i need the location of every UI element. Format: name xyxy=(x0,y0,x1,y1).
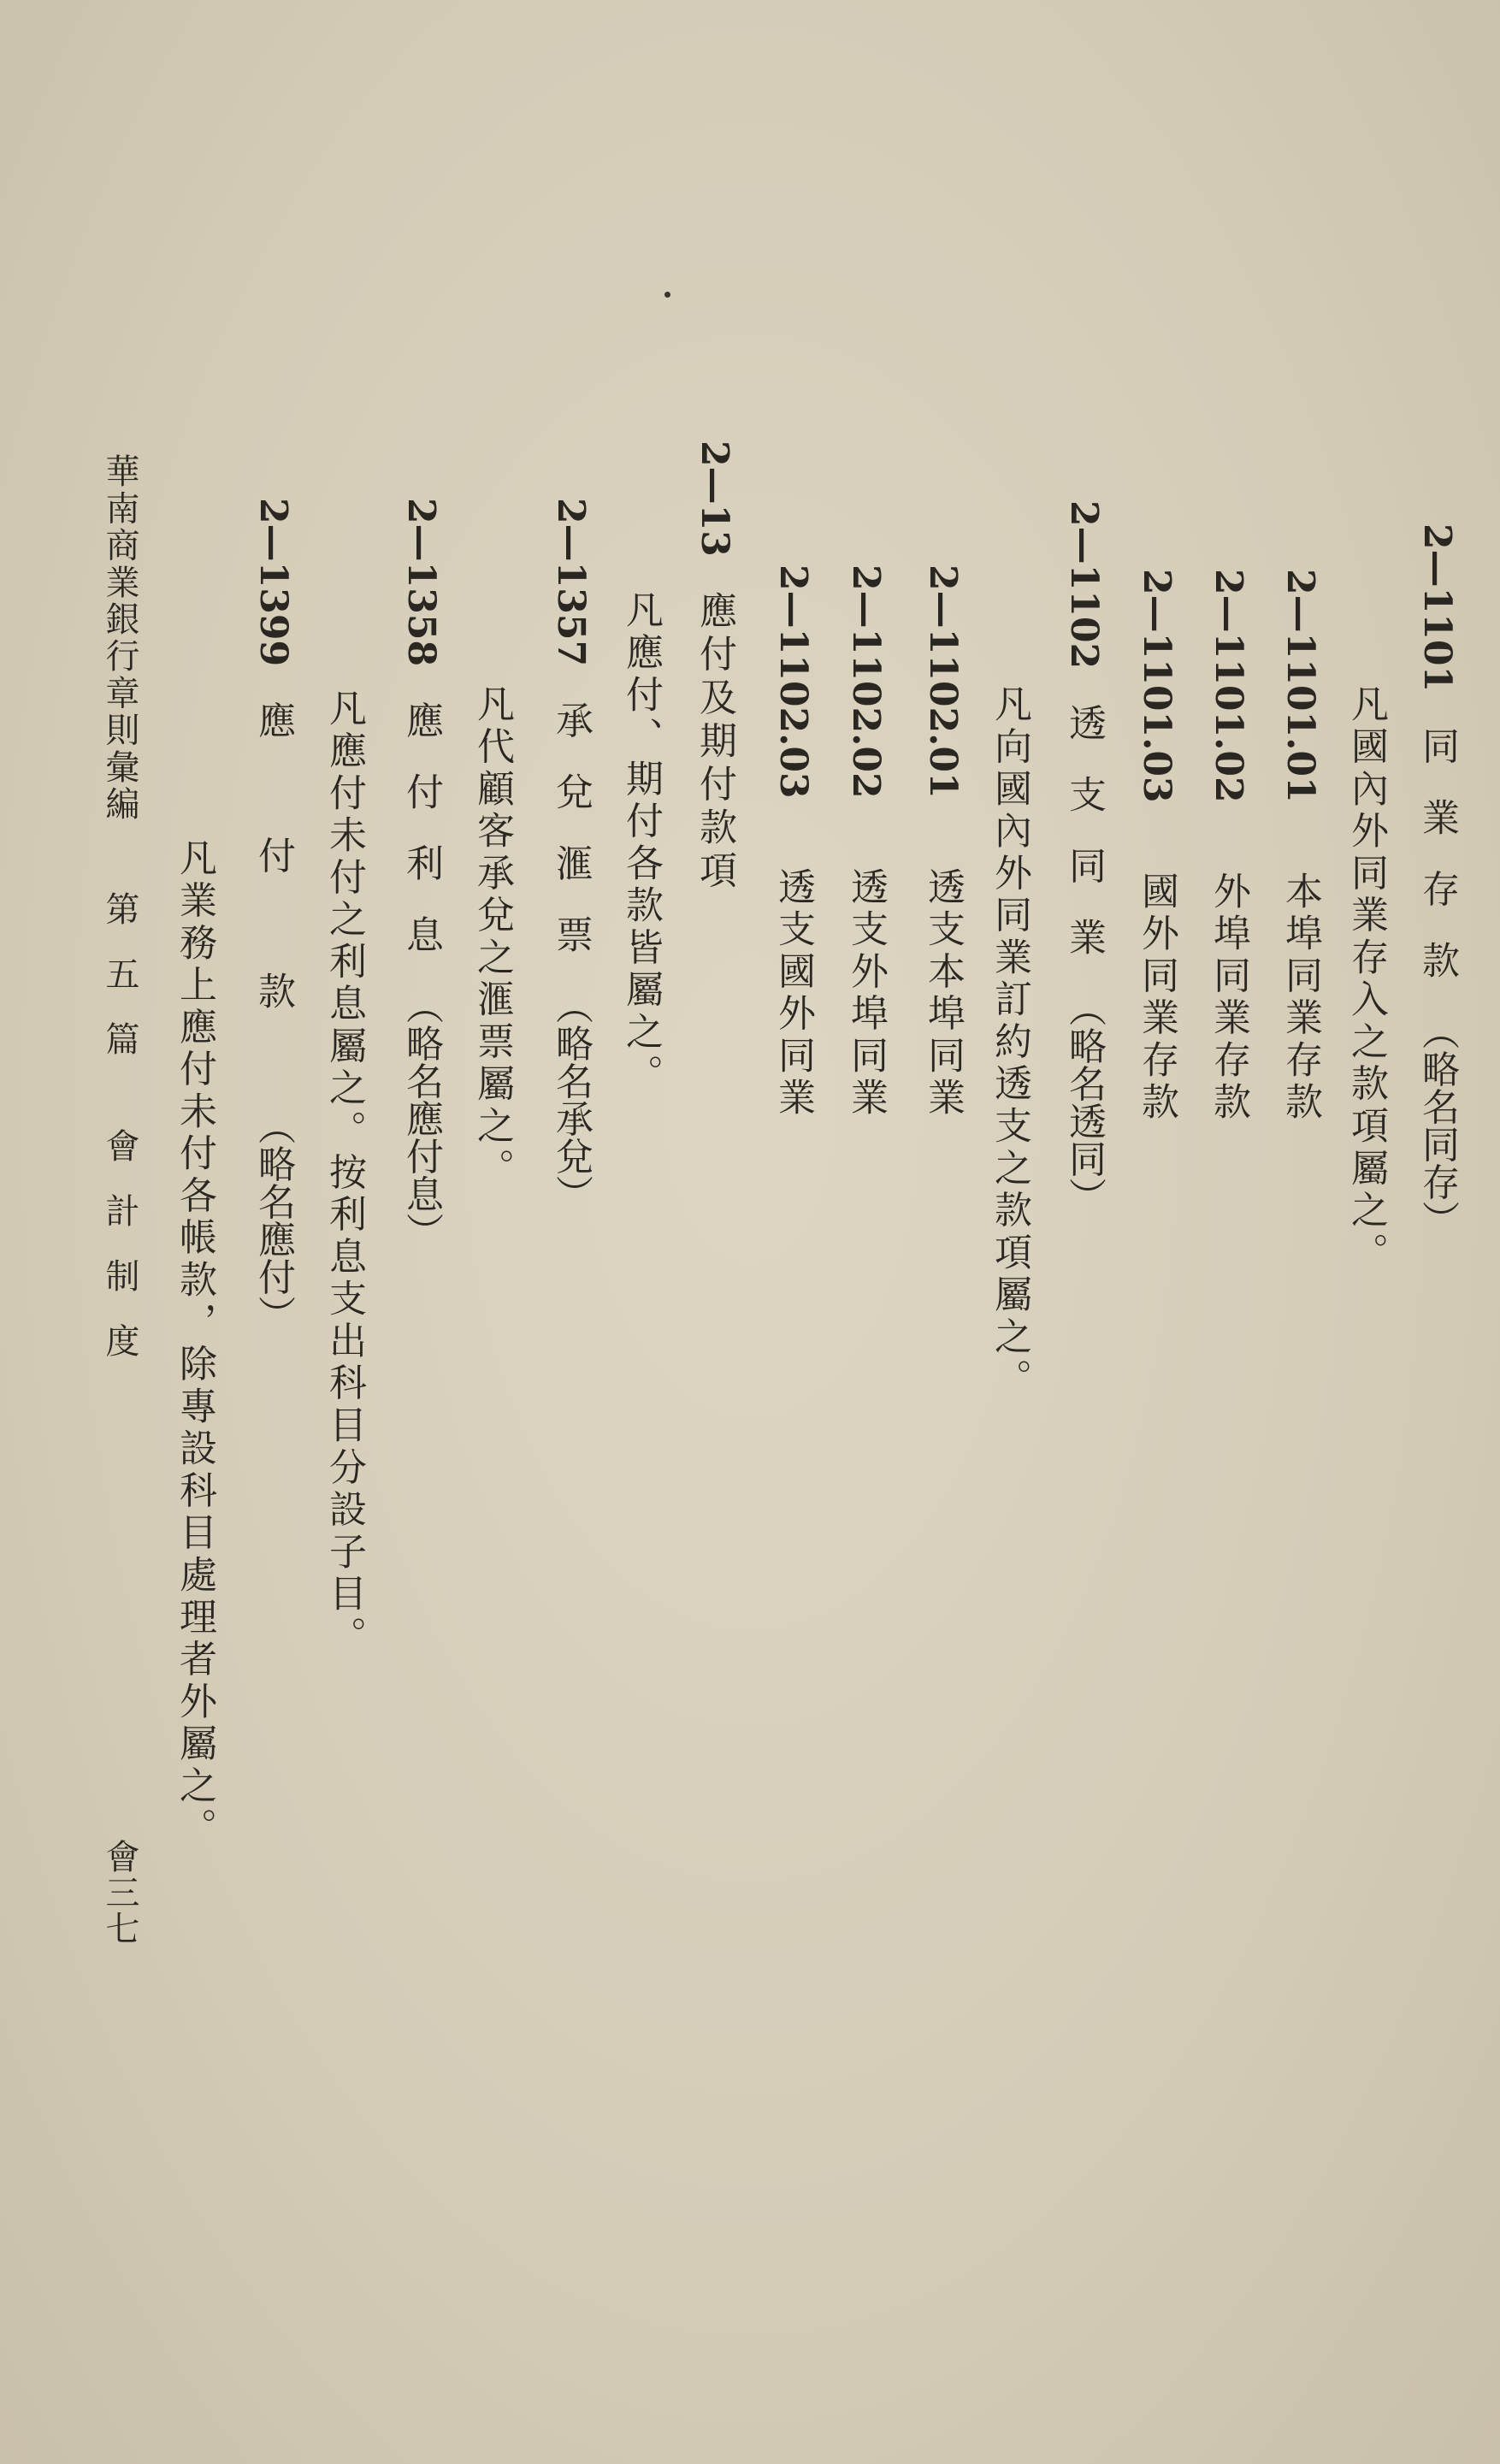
entry-2-1101-03 xyxy=(1135,569,1178,1125)
account-code: 2—1102 xyxy=(1062,500,1106,670)
entry-2-1358-description: 凡應付未付之利息屬之。按利息支出科目分設子目。 xyxy=(322,688,366,1658)
entry-2-13-description: 凡應付、期付各款皆屬之。 xyxy=(619,590,663,1096)
account-title: 國外同業存款 xyxy=(1135,871,1178,1125)
account-code: 2—1101.01 xyxy=(1279,569,1322,803)
account-abbrev: （略名透同） xyxy=(1062,989,1106,1215)
account-code: 2—1102.03 xyxy=(771,564,815,799)
account-code: 2—13 xyxy=(693,440,736,557)
entry-2-13-heading xyxy=(693,440,736,895)
account-code: 2—1102.01 xyxy=(921,564,965,799)
entry-2-1357-description: 凡代顧客承兌之滙票屬之。 xyxy=(470,684,514,1191)
entry-2-1102-heading xyxy=(1062,500,1106,1215)
account-code: 2—1357 xyxy=(549,498,593,667)
section-title: 第五篇 會計制度 xyxy=(100,891,139,1388)
account-title: 透支本埠同業 xyxy=(921,866,965,1120)
account-abbrev: （略名應付息） xyxy=(399,986,443,1250)
account-abbrev: （略名應付） xyxy=(251,1107,295,1333)
account-title: 應付及期付款項 xyxy=(693,590,736,895)
account-title: 透支外埠同業 xyxy=(844,866,888,1120)
book-title: 華南商業銀行章則彙編 xyxy=(100,453,139,823)
page-number: 會三七 xyxy=(100,1839,139,1947)
entry-2-1102-03 xyxy=(771,564,815,1120)
account-title: 承兌滙票 xyxy=(549,700,593,987)
entry-2-1102-01 xyxy=(921,564,965,1120)
account-code: 2—1399 xyxy=(251,498,295,667)
entry-2-1101-02 xyxy=(1207,569,1250,1125)
account-code: 2—1358 xyxy=(399,498,443,667)
account-abbrev: （略名同存） xyxy=(1415,1012,1459,1238)
entry-2-1101-01 xyxy=(1279,569,1322,1125)
account-title: 應付利息 xyxy=(399,700,443,987)
account-title: 透支同業 xyxy=(1062,703,1106,990)
account-abbrev: （略名承兌） xyxy=(549,986,593,1213)
entry-2-1101-description: 凡國內外同業存入之款項屬之。 xyxy=(1344,684,1388,1274)
entry-2-1399-description: 凡業務上應付未付各帳款，除專設科目處理者外屬之。 xyxy=(173,838,216,1850)
account-title: 透支國外同業 xyxy=(771,866,815,1120)
running-footer xyxy=(100,453,139,1388)
account-title: 同業存款 xyxy=(1415,726,1459,1013)
account-code: 2—1101.02 xyxy=(1207,569,1250,803)
account-title: 本埠同業存款 xyxy=(1279,871,1322,1125)
ink-dot xyxy=(664,292,670,298)
entry-2-1102-description: 凡向國內外同業訂約透支之款項屬之。 xyxy=(988,684,1031,1401)
entry-2-1101-heading xyxy=(1415,523,1459,1238)
account-code: 2—1101 xyxy=(1415,523,1459,693)
entry-2-1399-heading xyxy=(251,498,295,1333)
account-code: 2—1102.02 xyxy=(844,564,888,799)
entry-2-1357-heading xyxy=(549,498,593,1213)
account-title: 應付款 xyxy=(251,700,295,1108)
entry-2-1102-02 xyxy=(844,564,888,1120)
entry-2-1358-heading xyxy=(399,498,443,1250)
account-title: 外埠同業存款 xyxy=(1207,871,1250,1125)
account-code: 2—1101.03 xyxy=(1135,569,1178,803)
